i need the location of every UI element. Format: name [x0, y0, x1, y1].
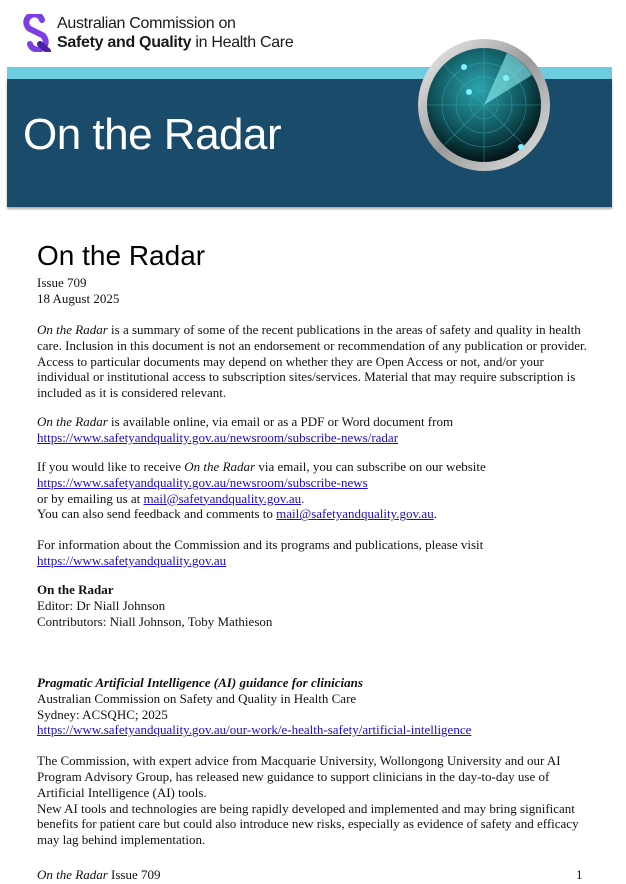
subscribe-pre: If you would like to receive	[37, 459, 185, 474]
article-link[interactable]: https://www.safetyandquality.gov.au/our-work/e-health-safety/artificial-intelligence	[37, 722, 472, 738]
commission-link[interactable]: https://www.safetyandquality.gov.au	[37, 552, 227, 568]
banner-title: On the Radar	[23, 110, 282, 159]
footer-italic: On the Radar	[37, 867, 108, 882]
subscribe-line	[37, 459, 597, 475]
radar-icon	[417, 38, 551, 177]
feedback-pre: You can also send feedback and comments to	[37, 506, 277, 522]
issue-date: 18 August 2025	[37, 290, 120, 306]
email-pre: or by emailing us at	[37, 490, 144, 506]
credits-editor: Editor: Dr Niall Johnson	[37, 597, 166, 613]
availability-paragraph	[37, 414, 597, 446]
page-title: On the Radar	[37, 240, 206, 271]
org-name-line2	[57, 33, 293, 52]
issue-info	[37, 275, 597, 307]
credits	[37, 582, 597, 629]
credits-heading: On the Radar	[37, 582, 114, 597]
article-title: Pragmatic Artificial Intelligence (AI) guidance for clinicians	[37, 675, 363, 690]
info-text: For information about the Commission and its programs and publications, please visit	[37, 537, 484, 552]
issue-number: Issue 709	[37, 275, 87, 290]
intro-paragraph	[37, 322, 597, 401]
article	[37, 675, 597, 848]
footer-issue: Issue 709	[107, 867, 161, 882]
email-post: .	[301, 490, 305, 506]
commission-logo	[20, 14, 52, 52]
availability-italic: On the Radar	[37, 414, 108, 429]
article-paragraph-2: New AI tools and technologies are being rapidly developed and implemented and may bring significant benefits for patient care but could also introduce new risks, especially as evidence of safety and efficacy may lag behind implementation.	[37, 800, 579, 848]
availability-line	[37, 414, 597, 430]
feedback-post: .	[433, 506, 437, 522]
page-number: 1	[576, 867, 583, 882]
subscribe-post: via email, you can subscribe on our website	[255, 459, 486, 474]
org-name-rest: in Health Care	[191, 34, 294, 51]
feedback-line	[37, 506, 597, 522]
email-link[interactable]: mail@safetyandquality.gov.au	[143, 490, 302, 506]
subscribe-italic: On the Radar	[184, 459, 256, 474]
org-name-bold: Safety and Quality	[57, 34, 192, 51]
intro-italic: On the Radar	[37, 322, 108, 337]
sq-logo-icon	[20, 14, 52, 52]
subscribe-link[interactable]: https://www.safetyandquality.gov.au/newsroom/subscribe-news	[37, 474, 368, 490]
credits-contributors: Contributors: Niall Johnson, Toby Mathieson	[37, 613, 273, 629]
article-paragraph-1: The Commission, with expert advice from Macquarie University, Wollongong University and our AI Program Advisory Group, has released new guidance to support clinicians in the day-to-day use of Artificial Intelligence (AI) tools.	[37, 753, 561, 800]
subscribe-paragraph	[37, 459, 597, 522]
feedback-email-link[interactable]: mail@safetyandquality.gov.au	[276, 506, 434, 522]
info-paragraph	[37, 537, 597, 569]
footer	[37, 867, 597, 883]
org-name	[57, 14, 293, 52]
availability-text: is available online, via email or as a PDF or Word document from	[107, 414, 454, 429]
email-line	[37, 491, 597, 507]
radar-link[interactable]: https://www.safetyandquality.gov.au/newsroom/subscribe-news/radar	[37, 429, 399, 445]
article-publisher: Australian Commission on Safety and Quality in Health Care	[37, 690, 357, 706]
org-name-line1: Australian Commission on	[57, 15, 236, 32]
intro-text: is a summary of some of the recent publications in the areas of safety and quality in health care. Inclusion in this document is not an endorsement or recommendation of any publication or provider. Access to particular documents may depend on whether they are Open Access or not, and/or your individual or institutional access to subscription sites/services. Material that may require subscription is included as it is considered relevant.	[37, 322, 587, 401]
article-place: Sydney: ACSQHC; 2025	[37, 706, 168, 722]
